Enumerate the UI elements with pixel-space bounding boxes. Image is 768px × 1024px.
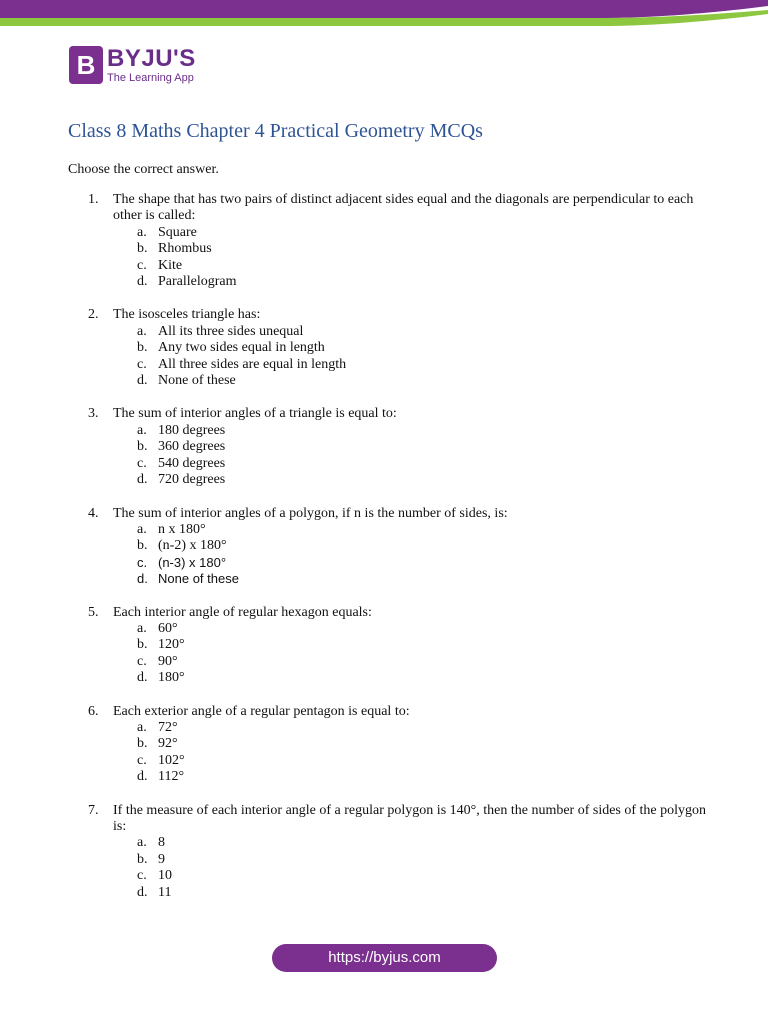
question-number: 2. xyxy=(88,307,99,323)
option-text: 102° xyxy=(158,752,185,768)
answer-option xyxy=(113,258,708,274)
answer-option xyxy=(113,241,708,257)
answer-option xyxy=(113,835,708,851)
answer-option xyxy=(113,736,708,752)
option-letter: b. xyxy=(137,241,148,257)
answer-option xyxy=(113,472,708,488)
option-letter: b. xyxy=(137,637,148,653)
option-text: Rhombus xyxy=(158,241,212,257)
answer-option xyxy=(113,439,708,455)
question-number: 3. xyxy=(88,406,99,422)
option-letter: a. xyxy=(137,835,147,851)
option-text: 540 degrees xyxy=(158,455,226,471)
question-list xyxy=(88,192,708,918)
option-text: 180 degrees xyxy=(158,422,226,438)
answer-option xyxy=(113,654,708,670)
answer-option xyxy=(113,753,708,769)
option-text: n x 180° xyxy=(158,521,206,537)
answer-option xyxy=(113,852,708,868)
answer-option xyxy=(113,225,708,241)
answer-option xyxy=(113,571,708,587)
question-text: The isosceles triangle has: xyxy=(113,307,261,323)
question-item xyxy=(88,192,708,290)
option-letter: d. xyxy=(137,274,148,290)
answer-option xyxy=(113,274,708,290)
option-letter: a. xyxy=(137,422,147,438)
footer-url-link[interactable]: https://byjus.com xyxy=(272,944,497,972)
option-text: 9 xyxy=(158,851,165,867)
question-number: 5. xyxy=(88,604,99,620)
option-letter: b. xyxy=(137,340,148,356)
option-text: 120° xyxy=(158,637,185,653)
question-item xyxy=(88,704,708,786)
question-text: The shape that has two pairs of distinct adjacent sides equal and the diagonals are perpendicular to each other is called: xyxy=(113,192,694,224)
question-number: 6. xyxy=(88,703,99,719)
question-item xyxy=(88,605,708,687)
option-text: None of these xyxy=(158,571,239,587)
option-letter: c. xyxy=(137,868,147,884)
question-number: 4. xyxy=(88,505,99,521)
answer-option xyxy=(113,868,708,884)
question-item xyxy=(88,803,708,901)
question-text: The sum of interior angles of a triangle is equal to: xyxy=(113,406,397,422)
option-text: 11 xyxy=(158,884,172,900)
option-text: 90° xyxy=(158,653,178,669)
answer-option xyxy=(113,373,708,389)
option-letter: c. xyxy=(137,356,147,372)
option-letter: b. xyxy=(137,439,148,455)
option-letter: c. xyxy=(137,257,147,273)
option-text: 8 xyxy=(158,835,165,851)
question-item xyxy=(88,307,708,389)
option-text: 720 degrees xyxy=(158,472,226,488)
question-number: 1. xyxy=(88,192,99,207)
option-letter: d. xyxy=(137,373,148,389)
answer-option xyxy=(113,621,708,637)
option-text: 10 xyxy=(158,868,172,884)
question-item xyxy=(88,406,708,488)
header-decoration-band xyxy=(0,0,768,30)
option-text: (n-2) x 180° xyxy=(158,538,227,554)
answer-option xyxy=(113,637,708,653)
option-letter: a. xyxy=(137,323,147,339)
question-text: If the measure of each interior angle of a regular polygon is 140°, then the number of sides of the polygon is: xyxy=(113,802,707,834)
answer-option xyxy=(113,423,708,439)
option-text: Kite xyxy=(158,257,183,273)
answer-option xyxy=(113,720,708,736)
answer-option xyxy=(113,522,708,538)
intro-text: Choose the correct answer. xyxy=(68,162,219,177)
option-text: 72° xyxy=(158,719,178,735)
option-text: 360 degrees xyxy=(158,439,226,455)
question-text: Each exterior angle of a regular pentagon is equal to: xyxy=(113,703,410,719)
option-letter: c. xyxy=(137,653,147,669)
option-text: Any two sides equal in length xyxy=(158,340,325,356)
logo-tagline: The Learning App xyxy=(107,72,194,84)
option-letter: a. xyxy=(137,620,147,636)
question-text: Each interior angle of regular hexagon equals: xyxy=(113,604,372,620)
answer-option xyxy=(113,885,708,901)
option-text: None of these xyxy=(158,373,236,389)
answer-option xyxy=(113,769,708,785)
option-letter: a. xyxy=(137,719,147,735)
option-text: Parallelogram xyxy=(158,274,237,290)
option-text: 180° xyxy=(158,670,185,686)
option-letter: c. xyxy=(137,752,147,768)
question-item xyxy=(88,506,708,588)
option-text: All its three sides unequal xyxy=(158,323,304,339)
option-text: (n-3) x 180° xyxy=(158,554,227,570)
option-letter: a. xyxy=(137,224,147,240)
logo-mark: B xyxy=(69,46,103,84)
answer-option xyxy=(113,324,708,340)
option-letter: d. xyxy=(137,884,148,900)
option-letter: a. xyxy=(137,521,147,537)
question-number: 7. xyxy=(88,802,99,818)
option-text: All three sides are equal in length xyxy=(158,356,347,372)
option-letter: d. xyxy=(137,670,148,686)
option-letter: b. xyxy=(137,851,148,867)
question-text: The sum of interior angles of a polygon, if n is the number of sides, is: xyxy=(113,505,508,521)
option-letter: d. xyxy=(137,769,148,785)
answer-option xyxy=(113,456,708,472)
option-letter: c. xyxy=(137,554,148,570)
answer-option xyxy=(113,538,708,554)
byjus-logo xyxy=(69,46,196,85)
option-letter: d. xyxy=(137,472,148,488)
option-letter: b. xyxy=(137,736,148,752)
answer-option xyxy=(113,340,708,356)
option-text: 112° xyxy=(158,769,185,785)
option-letter: c. xyxy=(137,455,147,471)
option-text: 92° xyxy=(158,736,178,752)
logo-brand: BYJU'S xyxy=(107,45,196,72)
answer-option xyxy=(113,555,708,571)
option-text: 60° xyxy=(158,620,178,636)
page-title: Class 8 Maths Chapter 4 Practical Geometry MCQs xyxy=(68,120,483,142)
option-letter: d. xyxy=(137,571,148,587)
answer-option xyxy=(113,670,708,686)
option-text: Square xyxy=(158,224,197,240)
answer-option xyxy=(113,357,708,373)
option-letter: b. xyxy=(137,538,148,554)
